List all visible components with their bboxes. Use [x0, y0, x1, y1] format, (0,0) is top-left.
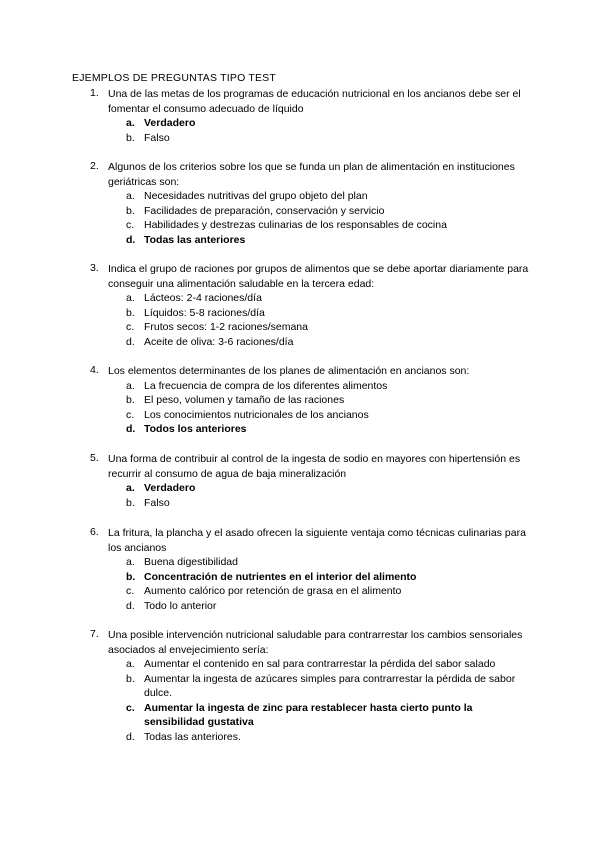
option-text: Aceite de oliva: 3-6 raciones/día [144, 335, 294, 348]
option-letter: c. [126, 219, 135, 231]
option [126, 131, 530, 146]
question-text: Indica el grupo de raciones por grupos de alimentos que se debe aportar diariamente para conseguir una alimentación saludable en la tercera edad: [108, 263, 529, 290]
question [90, 160, 530, 247]
option [126, 584, 530, 599]
option [126, 116, 530, 131]
option-letter: d. [126, 335, 135, 348]
question [90, 262, 530, 349]
option [126, 291, 530, 306]
option [126, 393, 530, 408]
option [126, 701, 530, 730]
option-letter: c. [126, 408, 135, 421]
option-letter: a. [126, 556, 135, 568]
question-number: 4. [90, 364, 99, 376]
option-letter: b. [126, 131, 135, 144]
option [126, 672, 530, 701]
question-number: 7. [90, 628, 99, 640]
option-letter: d. [126, 423, 136, 435]
option-text: Aumento calórico por retención de grasa en el alimento [144, 585, 402, 597]
option-letter: d. [126, 233, 136, 246]
option [126, 496, 530, 511]
options-list [90, 481, 530, 510]
page-title: EJEMPLOS DE PREGUNTAS TIPO TEST [72, 72, 276, 84]
options-list [90, 189, 530, 247]
option-letter: a. [126, 379, 135, 392]
option-text: Buena digestibilidad [144, 556, 238, 568]
option-text: Falso [144, 496, 170, 509]
option-letter: b. [126, 570, 136, 583]
option-text: Concentración de nutrientes en el interior del alimento [144, 570, 417, 583]
option-letter: b. [126, 204, 135, 217]
question [90, 526, 530, 613]
option-text: Los conocimientos nutricionales de los ancianos [144, 408, 369, 421]
question-number: 3. [90, 262, 99, 274]
option [126, 657, 530, 672]
option [126, 408, 530, 423]
option-text: Todo lo anterior [144, 599, 217, 612]
option [126, 481, 530, 496]
option-letter: c. [126, 585, 135, 597]
option-text: Facilidades de preparación, conservación y servicio [144, 204, 385, 217]
options-list [90, 291, 530, 349]
option-text: El peso, volumen y tamaño de las raciones [144, 394, 345, 406]
option [126, 306, 530, 321]
option-letter: b. [126, 306, 135, 319]
option-letter: a. [126, 482, 135, 494]
option-letter: b. [126, 496, 135, 509]
options-list [90, 379, 530, 437]
question-text: Una de las metas de los programas de educación nutricional en los ancianos debe ser el fomentar el consumo adecuado de líquido [108, 88, 521, 115]
options-list [90, 555, 530, 613]
question-number: 6. [90, 526, 99, 538]
question-number: 5. [90, 452, 99, 464]
question-text: Una posible intervención nutricional saludable para contrarrestar los cambios sensoriales asociados al envejecimiento sería: [108, 629, 523, 656]
option-text: Todas las anteriores. [144, 730, 241, 743]
option-text: Verdadero [144, 117, 196, 129]
option [126, 599, 530, 614]
question-text: La fritura, la plancha y el asado ofrecen la siguiente ventaja como técnicas culinarias para los ancianos [108, 527, 526, 554]
option-text: Falso [144, 131, 170, 144]
option [126, 320, 530, 335]
options-list [90, 657, 530, 744]
option [126, 218, 530, 233]
option [126, 379, 530, 394]
option-letter: b. [126, 394, 135, 406]
option-text: Aumentar el contenido en sal para contrarrestar la pérdida del sabor salado [144, 658, 496, 670]
option-letter: c. [126, 701, 135, 714]
question-text: Los elementos determinantes de los planes de alimentación en ancianos son: [108, 365, 470, 377]
option-text: La frecuencia de compra de los diferentes alimentos [144, 379, 388, 392]
question [90, 87, 530, 145]
question-number: 1. [90, 87, 99, 99]
option-letter: d. [126, 730, 135, 743]
option-text: Habilidades y destrezas culinarias de los responsables de cocina [144, 219, 447, 231]
question [90, 452, 530, 510]
option-letter: a. [126, 292, 135, 304]
option [126, 335, 530, 350]
option-text: Frutos secos: 1-2 raciones/semana [144, 321, 308, 333]
option-letter: c. [126, 321, 135, 333]
option-text: Todas las anteriores [144, 233, 246, 246]
option-text: Lácteos: 2-4 raciones/día [144, 292, 262, 304]
option [126, 233, 530, 248]
option [126, 204, 530, 219]
question [90, 364, 530, 437]
option [126, 555, 530, 570]
option-letter: a. [126, 117, 135, 129]
option-letter: a. [126, 658, 135, 670]
option-letter: a. [126, 190, 135, 202]
option-text: Aumentar la ingesta de zinc para restablecer hasta cierto punto la sensibilidad gustativa [144, 701, 473, 728]
option-letter: b. [126, 672, 135, 685]
question [90, 628, 530, 744]
option-text: Necesidades nutritivas del grupo objeto del plan [144, 190, 368, 202]
option [126, 189, 530, 204]
question-text: Una forma de contribuir al control de la ingesta de sodio en mayores con hipertensión es recurrir al consumo de agua de baja mineralización [108, 453, 521, 480]
option [126, 730, 530, 745]
option-text: Verdadero [144, 482, 196, 494]
options-list [90, 116, 530, 145]
question-text: Algunos de los criterios sobre los que se funda un plan de alimentación en instituciones geriátricas son: [108, 161, 515, 188]
option [126, 422, 530, 437]
option-text: Todos los anteriores [144, 423, 247, 435]
question-number: 2. [90, 160, 99, 172]
option-letter: d. [126, 599, 135, 612]
option-text: Líquidos: 5-8 raciones/día [144, 306, 265, 319]
option [126, 570, 530, 585]
option-text: Aumentar la ingesta de azúcares simples para contrarrestar la pérdida de sabor dulce. [144, 672, 516, 699]
